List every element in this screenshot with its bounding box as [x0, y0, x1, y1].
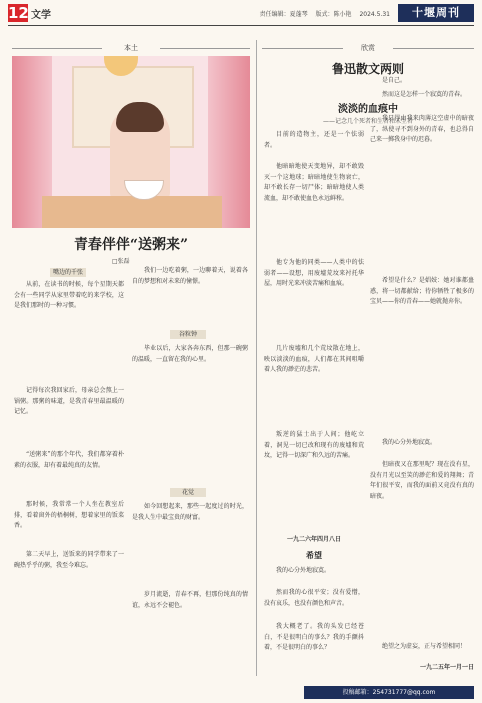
essay2-title: 希望: [306, 550, 322, 560]
editor: 责任编辑：夏蓬琴: [259, 11, 308, 18]
author: □张磊: [112, 258, 130, 265]
main-title: 鲁迅散文两则: [331, 62, 404, 76]
essay1-para-4: 几片废墟和几个荒坟散在地上，映以淡淡的血痕，人们都在其间咀嚼着人我的渺茫的悲苦。: [264, 345, 364, 373]
essay1-para-5: 叛逆的猛士出于人间；他屹立着，洞见一切已改和现有的废墟和荒坟，记得一切深广和久远的苦痛。: [264, 431, 364, 459]
submission-email: 投稿邮箱：254731777@qq.com: [304, 686, 474, 699]
section-title: 文学: [31, 10, 51, 21]
editor-info: [254, 9, 390, 18]
table: [42, 196, 222, 228]
text-block-3: “送粥来”的那个年代，我们都穿着朴素的衣服，却有着最纯真的友情。: [14, 451, 124, 469]
article-illustration: [12, 56, 250, 228]
article-title: 青春伴伴“送粥来”: [73, 237, 189, 253]
right-col-text-2: 然而这是怎样一个寂寞的青春。: [382, 91, 467, 98]
column-divider: [256, 40, 257, 676]
subhead-2: 谷粒钟: [170, 330, 206, 339]
page-footer: [0, 682, 482, 703]
designer: 版式：陈小艳: [315, 11, 352, 18]
text-block-4: 那时候，我常常一个人坐在教室后排，看着窗外的梧桐树，想着家里的饭菜香。: [14, 501, 124, 529]
text-block-8: 如今回想起来，那些一起度过的时光，是我人生中最宝贵的财富。: [132, 503, 248, 521]
brand-logo: 十堰周刊: [398, 4, 474, 22]
right-col-text-7: 绝望之为虚妄，正与希望相同！: [382, 643, 467, 650]
essay2-para-2: 然而我的心很平安；没有爱憎，没有哀乐，也没有颜色和声音。: [264, 589, 364, 607]
essay1-subtitle: ——记念几个死者和生者和未生者: [322, 118, 413, 125]
right-col-text-6: 但暗夜又在那里呢？现在没有星，没有月光以至笑的渺茫和爱的翔舞；青年们很平安，而我的面前又竟没有真的暗夜。: [370, 461, 474, 500]
right-col-text-4: 希望是什么？是娼妓：她对谁都蛊惑，将一切都献给；待你牺牲了极多的宝贝——你的青春——她就抛弃你。: [370, 277, 474, 305]
page-header: [0, 0, 482, 26]
text-block-7: 毕业以后，大家各奔东西，但那一碗粥的温暖，一直留在我的心里。: [132, 345, 248, 363]
essay2-date: 一九二五年一月一日: [419, 664, 474, 671]
right-col-text-5: 我的心分外地寂寞。: [382, 439, 437, 446]
essay2-para-1: 我的心分外地寂寞。: [276, 567, 331, 574]
text-block-9: 岁月流逝，青春不再，但那份纯真的情谊，永远不会褪色。: [132, 591, 248, 609]
subhead-3: 花觉: [170, 488, 206, 497]
text-block-1: 从前，在读书的时候，每个星期天都会有一些同学从家里带着吃的来学校，这是我们那时的一种习惯。: [14, 281, 124, 309]
text-block-5: 第二天早上，送饭来的同学带来了一碗热乎乎的粥，我至今难忘。: [14, 551, 124, 569]
issue-date: 2024.5.31: [359, 11, 390, 18]
column-label-appreciation: 欣赏: [262, 42, 474, 54]
text-block-2: 记得每次我回家后，母亲总会熬上一锅粥。那粥的味道，是我青春里最温暖的记忆。: [14, 387, 124, 415]
header-rule: [8, 25, 474, 26]
text-block-6: 我们一边吃着粥，一边聊着天，说着各自的梦想和对未来的憧憬。: [132, 267, 248, 285]
essay1-para-2: 他暗暗地使天变地异，却不敢毁灭一个这地球；暗暗地使生物衰亡，却不敢长存一切尸体；暗暗地使人类流血，却不敢使血色永远鲜秾。: [264, 163, 364, 202]
essay1-date: 一九二六年四月八日: [286, 536, 341, 543]
essay2-para-3: 我大概老了。我的头发已经苍白，不是很明白的事么？我的手颤抖着，不是很明白的事么？: [264, 623, 364, 651]
column-label-local: 本土: [12, 42, 250, 54]
subhead-1: 嘴边的千张: [50, 268, 86, 277]
essay1-para-1: 目前的造物主，还是一个怯弱者。: [264, 131, 364, 149]
hair: [116, 102, 164, 132]
right-col-text-1: 是自己。: [382, 77, 407, 84]
page-number: 12: [8, 4, 29, 22]
right-col-text-3: 我只得由我来肉薄这空虚中的暗夜了，纵使寻不到身外的青春，也总得自己来一掷我身中的迟暮。: [370, 115, 474, 143]
essay1-para-3: 他专为他的同类——人类中的怯弱者——设想，用废墟荒坟来衬托华屋，用时光来冲淡苦痛和血痕。: [264, 259, 364, 287]
essay1-title: 淡淡的血痕中: [338, 104, 398, 115]
